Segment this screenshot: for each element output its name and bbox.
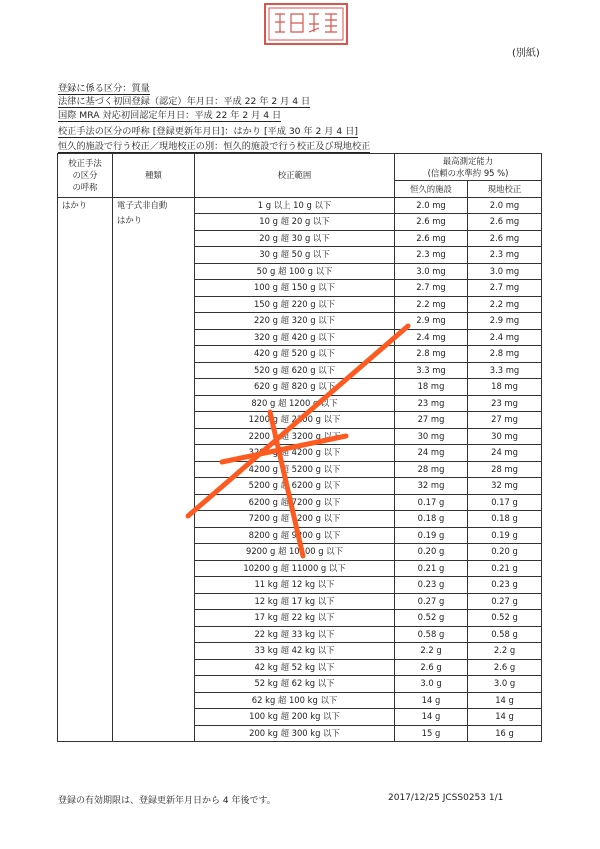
- permanent-cell: 2.4 mg: [395, 329, 468, 346]
- range-cell: 9200 g 超 10200 g 以下: [195, 544, 395, 561]
- facility-type-line: 恒久的施設で行う校正／現地校正の別：恒久的施設で行う校正及び現地校正: [58, 141, 371, 152]
- onsite-cell: 2.3 mg: [468, 247, 542, 264]
- range-cell: 100 g 超 150 g 以下: [195, 280, 395, 297]
- range-cell: 820 g 超 1200 g 以下: [195, 395, 395, 412]
- permanent-cell: 14 g: [395, 709, 468, 726]
- range-cell: 52 kg 超 62 kg 以下: [195, 676, 395, 693]
- range-cell: 17 kg 超 22 kg 以下: [195, 610, 395, 627]
- permanent-cell: 0.20 g: [395, 544, 468, 561]
- range-cell: 20 g 超 30 g 以下: [195, 230, 395, 247]
- mra-initial-line: 国際 MRA 対応初回認定年月日：平成 22 年 2 月 4 日: [58, 110, 282, 121]
- range-cell: 62 kg 超 100 kg 以下: [195, 692, 395, 709]
- onsite-cell: 24 mg: [468, 445, 542, 462]
- onsite-cell: 2.7 mg: [468, 280, 542, 297]
- onsite-cell: 32 mg: [468, 478, 542, 495]
- category-line: 登録に係る区分：質量: [58, 83, 150, 94]
- permanent-cell: 2.3 mg: [395, 247, 468, 264]
- range-cell: 6200 g 超 7200 g 以下: [195, 494, 395, 511]
- onsite-cell: 2.2 g: [468, 643, 542, 660]
- validity-note: 登録の有効期限は、登録更新年月日から 4 年後です。: [58, 796, 276, 806]
- range-cell: 220 g 超 320 g 以下: [195, 313, 395, 330]
- range-cell: 150 g 超 220 g 以下: [195, 296, 395, 313]
- range-cell: 10200 g 超 11000 g 以下: [195, 560, 395, 577]
- range-cell: 1 g 以上 10 g 以下: [195, 197, 395, 214]
- range-cell: 420 g 超 520 g 以下: [195, 346, 395, 363]
- onsite-cell: 2.2 mg: [468, 296, 542, 313]
- permanent-cell: 2.6 mg: [395, 214, 468, 231]
- permanent-cell: 0.21 g: [395, 560, 468, 577]
- onsite-cell: 2.6 g: [468, 659, 542, 676]
- onsite-cell: 0.58 g: [468, 626, 542, 643]
- onsite-cell: 2.6 mg: [468, 230, 542, 247]
- initial-registration-line: 法律に基づく初回登録（認定）年月日：平成 22 年 2 月 4 日: [58, 96, 311, 107]
- permanent-cell: 24 mg: [395, 445, 468, 462]
- permanent-cell: 0.27 g: [395, 593, 468, 610]
- range-cell: 5200 g 超 6200 g 以下: [195, 478, 395, 495]
- permanent-cell: 2.6 mg: [395, 230, 468, 247]
- onsite-cell: 0.27 g: [468, 593, 542, 610]
- onsite-cell: 23 mg: [468, 395, 542, 412]
- permanent-cell: 2.8 mg: [395, 346, 468, 363]
- range-header: 校正範囲: [195, 154, 395, 198]
- permanent-cell: 0.18 g: [395, 511, 468, 528]
- permanent-cell: 0.52 g: [395, 610, 468, 627]
- permanent-cell: 30 mg: [395, 428, 468, 445]
- range-cell: 4200 g 超 5200 g 以下: [195, 461, 395, 478]
- permanent-cell: 0.19 g: [395, 527, 468, 544]
- method-header: 校正手法 の区分 の呼称: [58, 154, 113, 198]
- range-cell: 7200 g 超 8200 g 以下: [195, 511, 395, 528]
- onsite-cell: 27 mg: [468, 412, 542, 429]
- onsite-cell: 18 mg: [468, 379, 542, 396]
- range-cell: 200 kg 超 300 kg 以下: [195, 725, 395, 742]
- method-cell: はかり: [58, 197, 113, 742]
- kind-line: はかり: [117, 214, 143, 225]
- permanent-cell: 3.3 mg: [395, 362, 468, 379]
- permanent-cell: 0.58 g: [395, 626, 468, 643]
- onsite-cell: 0.18 g: [468, 511, 542, 528]
- range-cell: 320 g 超 420 g 以下: [195, 329, 395, 346]
- permanent-cell: 18 mg: [395, 379, 468, 396]
- method-name-line: 校正手法の区分の呼称 [登録更新年月日]：はかり [平成 30 年 2 月 4 日]: [58, 126, 358, 137]
- onsite-cell: 3.3 mg: [468, 362, 542, 379]
- kind-cell: [113, 197, 195, 742]
- onsite-cell: 0.52 g: [468, 610, 542, 627]
- calibration-table-body: [58, 197, 542, 742]
- onsite-cell: 16 g: [468, 725, 542, 742]
- permanent-cell: 2.6 g: [395, 659, 468, 676]
- official-seal-stamp: [263, 2, 349, 46]
- onsite-cell: 2.6 mg: [468, 214, 542, 231]
- onsite-cell: 3.0 g: [468, 676, 542, 693]
- kind-line: 電子式非自動: [117, 199, 168, 210]
- range-cell: 8200 g 超 9200 g 以下: [195, 527, 395, 544]
- onsite-cell: 0.23 g: [468, 577, 542, 594]
- onsite-cell: 14 g: [468, 709, 542, 726]
- onsite-header: 現地校正: [468, 181, 542, 198]
- kind-header: 種類: [113, 154, 195, 198]
- table-row: [58, 197, 542, 214]
- permanent-cell: 3.0 g: [395, 676, 468, 693]
- onsite-cell: 0.17 g: [468, 494, 542, 511]
- permanent-cell: 14 g: [395, 692, 468, 709]
- onsite-cell: 14 g: [468, 692, 542, 709]
- range-cell: 3200 g 超 4200 g 以下: [195, 445, 395, 462]
- range-cell: 33 kg 超 42 kg 以下: [195, 643, 395, 660]
- range-cell: 30 g 超 50 g 以下: [195, 247, 395, 264]
- permanent-cell: 23 mg: [395, 395, 468, 412]
- range-cell: 10 g 超 20 g 以下: [195, 214, 395, 231]
- range-cell: 100 kg 超 200 kg 以下: [195, 709, 395, 726]
- permanent-cell: 2.2 g: [395, 643, 468, 660]
- permanent-cell: 2.0 mg: [395, 197, 468, 214]
- onsite-cell: 3.0 mg: [468, 263, 542, 280]
- calibration-table: [57, 153, 542, 742]
- range-cell: 42 kg 超 52 kg 以下: [195, 659, 395, 676]
- capability-header: 最高測定能力 (信頼の水準約 95 %): [395, 154, 542, 181]
- range-cell: 22 kg 超 33 kg 以下: [195, 626, 395, 643]
- permanent-cell: 0.23 g: [395, 577, 468, 594]
- onsite-cell: 30 mg: [468, 428, 542, 445]
- permanent-cell: 2.9 mg: [395, 313, 468, 330]
- permanent-cell: 2.2 mg: [395, 296, 468, 313]
- permanent-cell: 27 mg: [395, 412, 468, 429]
- permanent-cell: 15 g: [395, 725, 468, 742]
- range-cell: 11 kg 超 12 kg 以下: [195, 577, 395, 594]
- range-cell: 520 g 超 620 g 以下: [195, 362, 395, 379]
- range-cell: 2200 g 超 3200 g 以下: [195, 428, 395, 445]
- onsite-cell: 2.8 mg: [468, 346, 542, 363]
- onsite-cell: 2.4 mg: [468, 329, 542, 346]
- onsite-cell: 28 mg: [468, 461, 542, 478]
- onsite-cell: 2.9 mg: [468, 313, 542, 330]
- permanent-cell: 32 mg: [395, 478, 468, 495]
- permanent-header: 恒久的施設: [395, 181, 468, 198]
- range-cell: 50 g 超 100 g 以下: [195, 263, 395, 280]
- onsite-cell: 0.20 g: [468, 544, 542, 561]
- annex-label: (別紙): [512, 48, 540, 59]
- range-cell: 1200 g 超 2200 g 以下: [195, 412, 395, 429]
- onsite-cell: 2.0 mg: [468, 197, 542, 214]
- permanent-cell: 28 mg: [395, 461, 468, 478]
- document-reference: 2017/12/25 JCSS0253 1/1: [388, 793, 504, 803]
- permanent-cell: 3.0 mg: [395, 263, 468, 280]
- onsite-cell: 0.21 g: [468, 560, 542, 577]
- range-cell: 620 g 超 820 g 以下: [195, 379, 395, 396]
- onsite-cell: 0.19 g: [468, 527, 542, 544]
- permanent-cell: 2.7 mg: [395, 280, 468, 297]
- permanent-cell: 0.17 g: [395, 494, 468, 511]
- range-cell: 12 kg 超 17 kg 以下: [195, 593, 395, 610]
